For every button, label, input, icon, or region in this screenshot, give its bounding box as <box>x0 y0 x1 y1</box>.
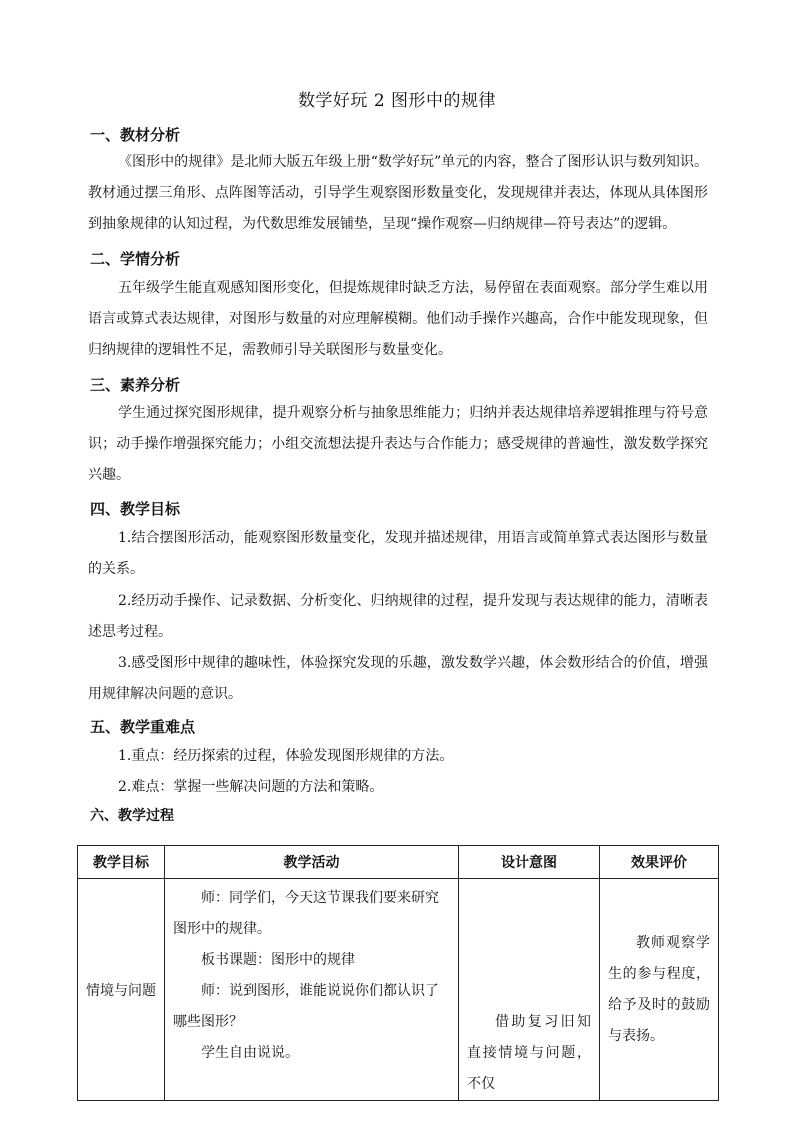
section-heading-teaching-process: 六、教学过程 <box>90 808 174 824</box>
activity-line: 板书课题：图形中的规律 <box>201 952 355 968</box>
section-heading-student-analysis: 二、学情分析 <box>90 250 181 268</box>
teaching-goal-item: 1.结合摆图形活动，能观察图形数量变化，发现并描述规律，用语言或简单算式表达图形与数量的关系。 <box>88 530 708 577</box>
teaching-goal-item: 2.经历动手操作、记录数据、分析变化、归纳规律的过程，提升发现与表达规律的能力，清晰表述思考过程。 <box>88 593 708 640</box>
section-body-student-analysis: 五年级学生能直观感知图形变化，但提炼规律时缺乏方法，易停留在表面观察。部分学生难以用语言或算式表达规律，对图形与数量的对应理解模糊。他们动手操作兴趣高，合作中能发现现象，但归纳规律的逻辑性不足，需教师引导关联图形与数量变化。 <box>88 280 708 358</box>
key-point-item: 1.重点：经历探索的过程，体验发现图形规律的方法。 <box>118 748 454 764</box>
evaluation-text: 教师观察学生的参与程度，给予及时的鼓励与表扬。 <box>608 934 710 1044</box>
section-heading-textbook-analysis: 一、教材分析 <box>90 126 181 144</box>
activity-cell <box>165 879 459 1101</box>
section-heading-teaching-goals: 四、教学目标 <box>90 500 181 518</box>
section-heading-literacy-analysis: 三、素养分析 <box>90 376 181 394</box>
difficulty-item: 2.难点：掌握一些解决问题的方法和策略。 <box>118 779 384 795</box>
evaluation-cell <box>600 879 719 1101</box>
teaching-goal-item: 3.感受图形中规律的趣味性，体验探究发现的乐趣，激发数学兴趣，体会数形结合的价值，增强用规律解决问题的意识。 <box>88 655 708 702</box>
section-body-textbook-analysis: 《图形中的规律》是北师大版五年级上册“数学好玩”单元的内容，整合了图形认识与数列知识。教材通过摆三角形、点阵图等活动，引导学生观察图形数量变化，发现规律并表达，体现从具体图形到抽象规律的认知过程，为代数思维发展铺垫，呈现“操作观察—归纳规律—符号表达”的逻辑。 <box>88 154 708 232</box>
activity-line: 学生自由说说。 <box>201 1045 299 1061</box>
document-title: 数学好玩 2 图形中的规律 <box>297 91 497 111</box>
section-body-literacy-analysis: 学生通过探究图形规律，提升观察分析与抽象思维能力；归纳并表达规律培养逻辑推理与符号意识；动手操作增强探究能力；小组交流想法提升表达与合作能力；感受规律的普遍性，激发数学探究兴趣。 <box>88 405 708 483</box>
column-header-activity: 教学活动 <box>165 846 459 879</box>
design-text: 借助复习旧知直接情境与问题，不仅 <box>467 1014 591 1092</box>
table-header-row <box>78 846 719 879</box>
column-header-evaluation: 效果评价 <box>600 846 719 879</box>
design-cell <box>459 879 600 1101</box>
column-header-design: 设计意图 <box>459 846 600 879</box>
goal-cell: 情境与问题 <box>78 879 165 1101</box>
teaching-process-table <box>77 845 719 1101</box>
section-heading-key-difficulties: 五、教学重难点 <box>90 718 196 736</box>
table-row <box>78 879 719 1101</box>
activity-line: 师：说到图形，谁能说说你们都认识了哪些图形？ <box>173 983 439 1030</box>
column-header-goal: 教学目标 <box>78 846 165 879</box>
activity-line: 师：同学们，今天这节课我们要来研究图形中的规律。 <box>173 890 439 937</box>
